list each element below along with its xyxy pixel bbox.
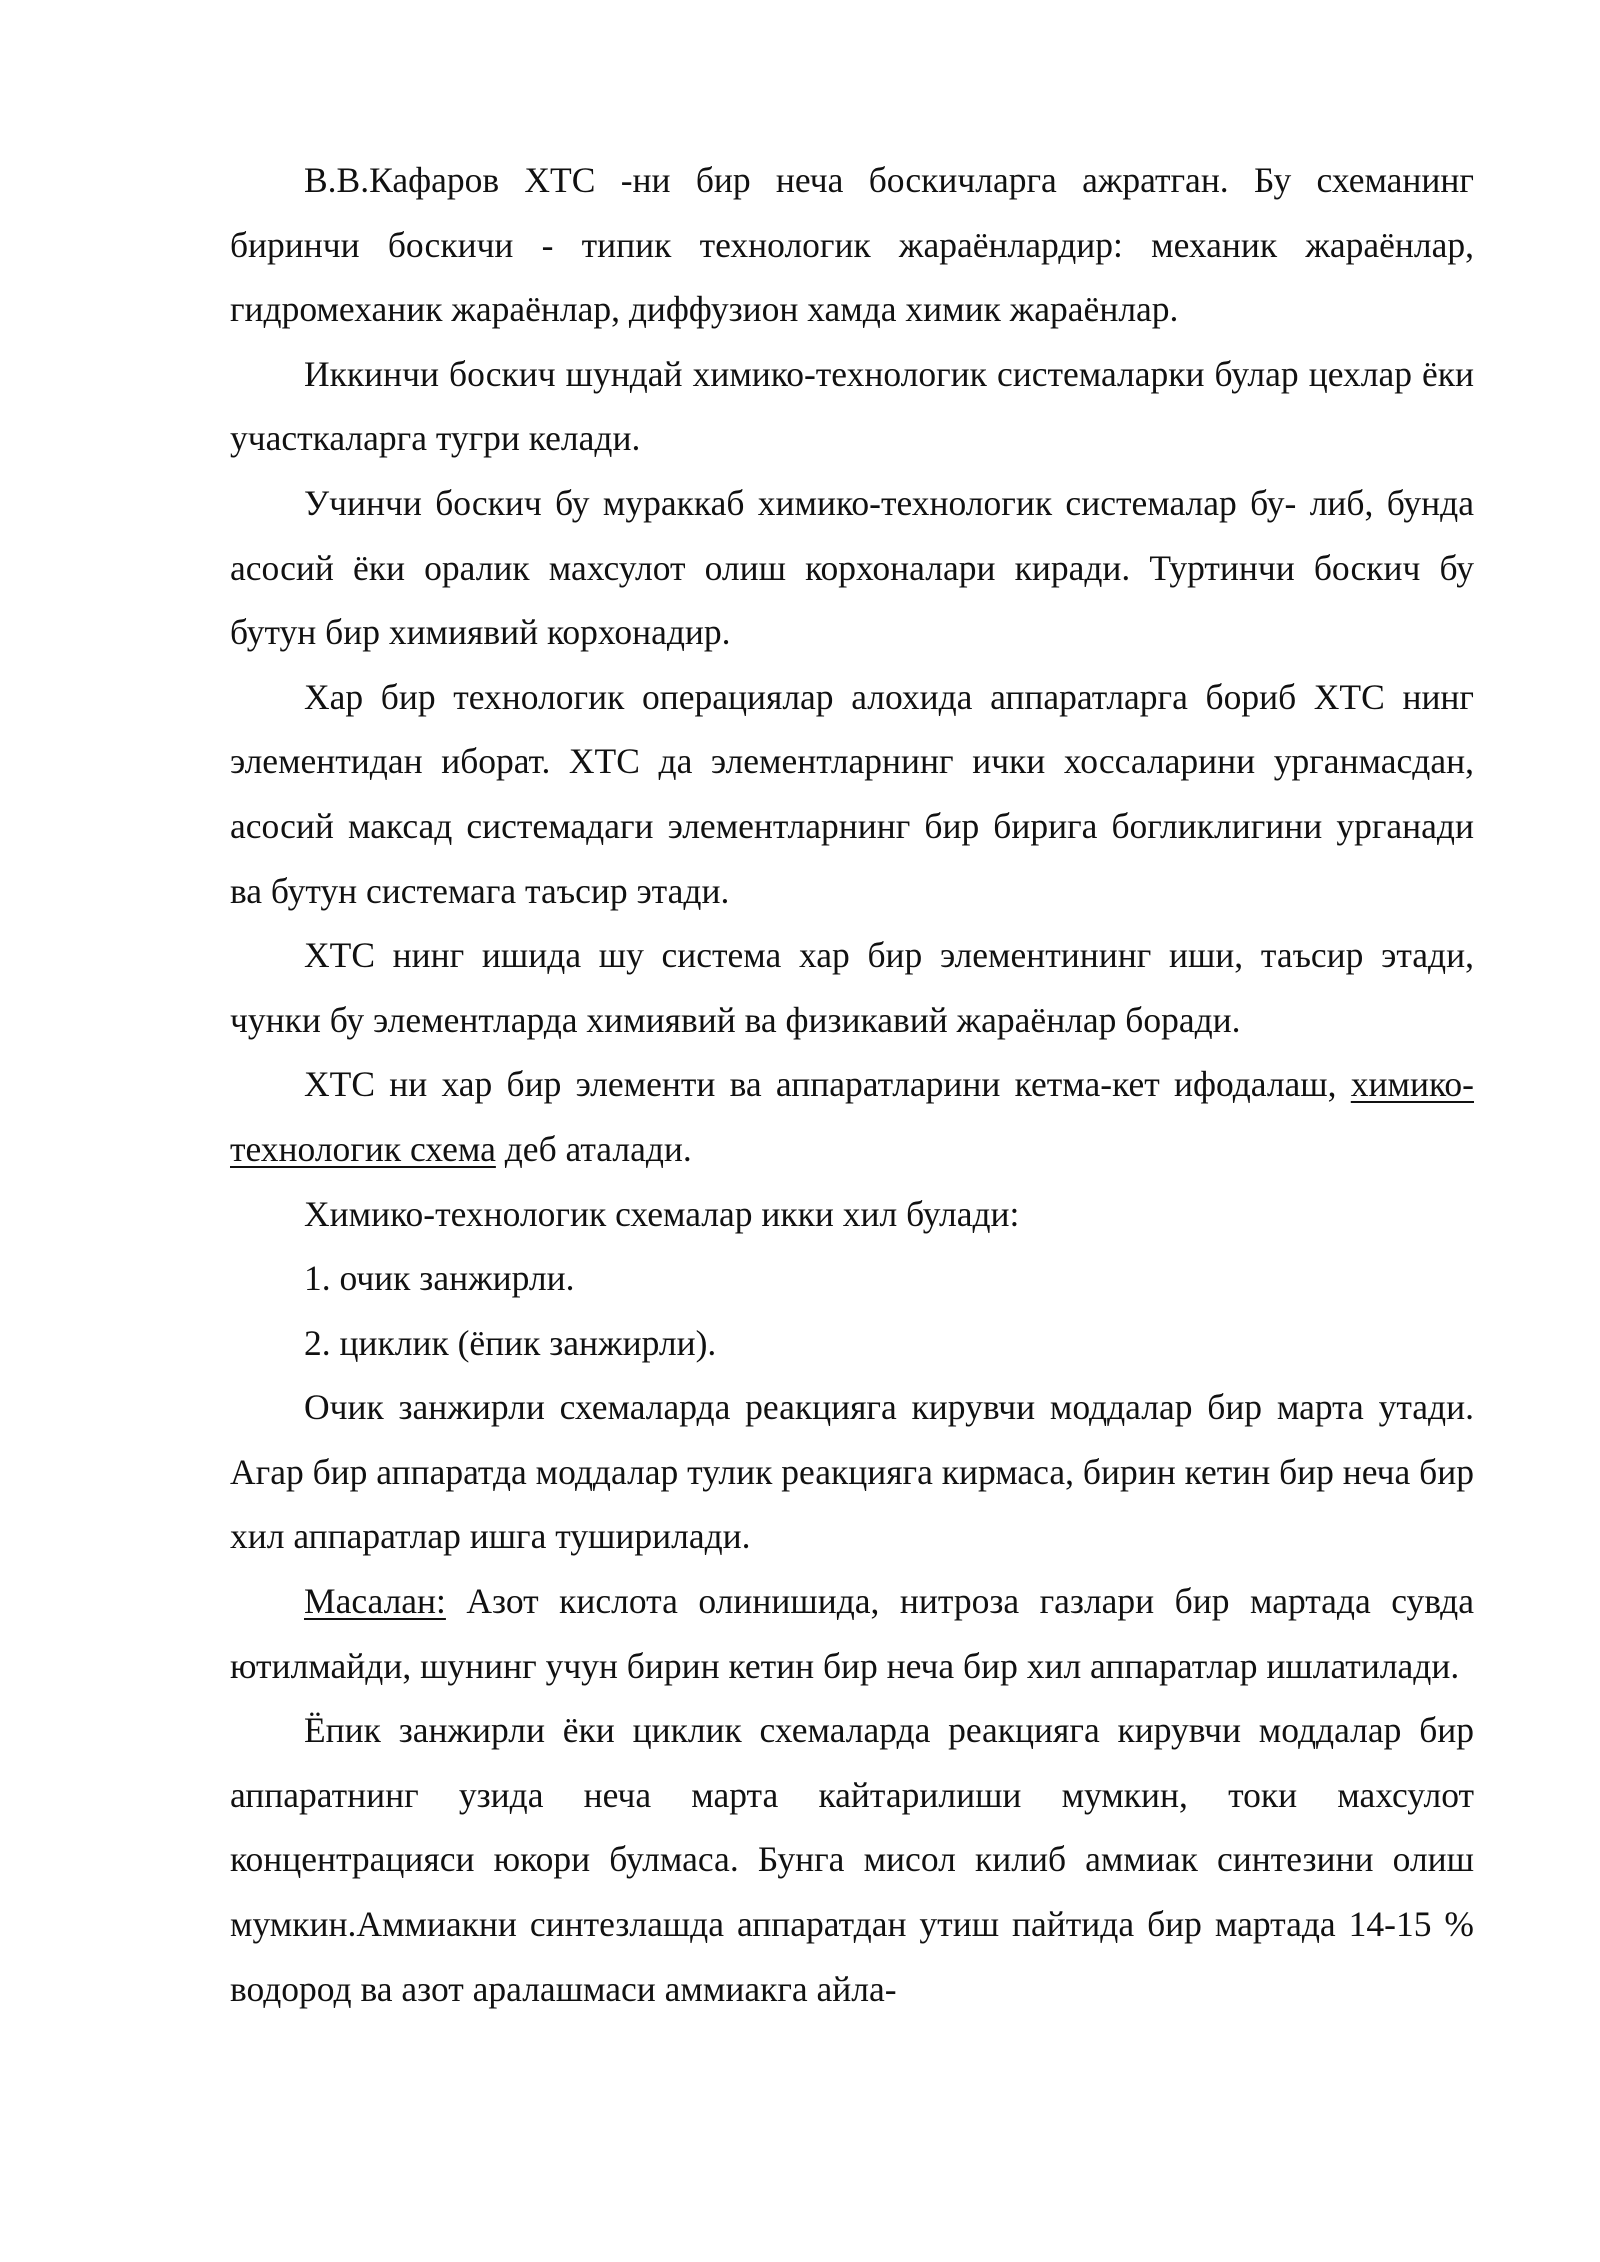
example-label-underlined: Масалан: (304, 1581, 446, 1622)
paragraph-example (230, 1569, 1474, 1698)
scheme-definition-tail: деб аталади. (495, 1128, 692, 1169)
paragraph-elements: Хар бир технологик операциялар алохида аппаратларга бориб ХТС нинг элементидан иборат. ХТС да элементларнинг ички хоссаларини урганмасдан, асосий максад системадаги элементларнинг бир бирига богликлигини урганади ва бутун системага таъсир этади. (230, 676, 1474, 911)
paragraph-open-chain: Очик занжирли схемаларда реакцияга кирувчи моддалар бир марта утади. Агар бир аппаратда моддалар тулик реакцияга кирмаса, бирин кетин бир неча бир хил аппаратлар ишга туширилади. (230, 1387, 1474, 1557)
scheme-definition-text: ХТС ни хар бир элементи ва аппаратларини кетма-кет ифодалаш, (304, 1064, 1351, 1105)
paragraph-closed-chain: Ёпик занжирли ёки циклик схемаларда реакцияга кирувчи моддалар бир аппаратнинг узида неча марта кайтарилиши мумкин, токи махсулот концентрацияси юкори булмаса. Бунга мисол килиб аммиак синтезини олиш мумкин.Аммиакни синтезлашда аппаратдан утиш пайтида бир мартада 14-15 % водород ва азот аралашмаси аммиакга айла- (230, 1710, 1474, 2009)
paragraph-hts-work: ХТС нинг ишида шу система хар бир элементининг иши, таъсир этади, чунки бу элементларда химиявий ва физикавий жараёнлар боради. (230, 935, 1474, 1040)
paragraph-scheme-definition (230, 1052, 1474, 1181)
paragraph-second-stage: Иккинчи боскич шундай химико-технологик системаларки булар цехлар ёки участкаларга тугри келади. (230, 353, 1474, 459)
list-item-cyclic: 2. циклик (ёпик занжирли). (304, 1322, 717, 1363)
paragraph-third-fourth-stage: Учинчи боскич бу мураккаб химико-технологик системалар бу- либ, бунда асосий ёки оралик махсулот олиш корхоналари киради. Туртинчи боскич бу бутун бир химиявий корхонадир. (230, 482, 1474, 653)
list-item-open-chain: 1. очик занжирли. (304, 1258, 575, 1299)
document-body (230, 148, 1474, 2021)
example-text: Азот кислота олинишида, нитроза газлари бир мартада сувда ютилмайди, шунинг учун бирин кетин бир неча бир хил аппаратлар ишлатилади. (230, 1581, 1474, 1686)
paragraph-scheme-types: Химико-технологик схемалар икки хил булади: (304, 1193, 1020, 1234)
paragraph-kafarov-stages: В.В.Кафаров ХТС -ни бир неча боскичларга ажратган. Бу схеманинг биринчи боскичи - типик технологик жараёнлардир: механик жараёнлар, гидромеханик жараёнлар, диффузион хамда химик жараёнлар. (230, 160, 1474, 330)
scheme-term-underlined: химико-технологик схема (230, 1064, 1474, 1169)
